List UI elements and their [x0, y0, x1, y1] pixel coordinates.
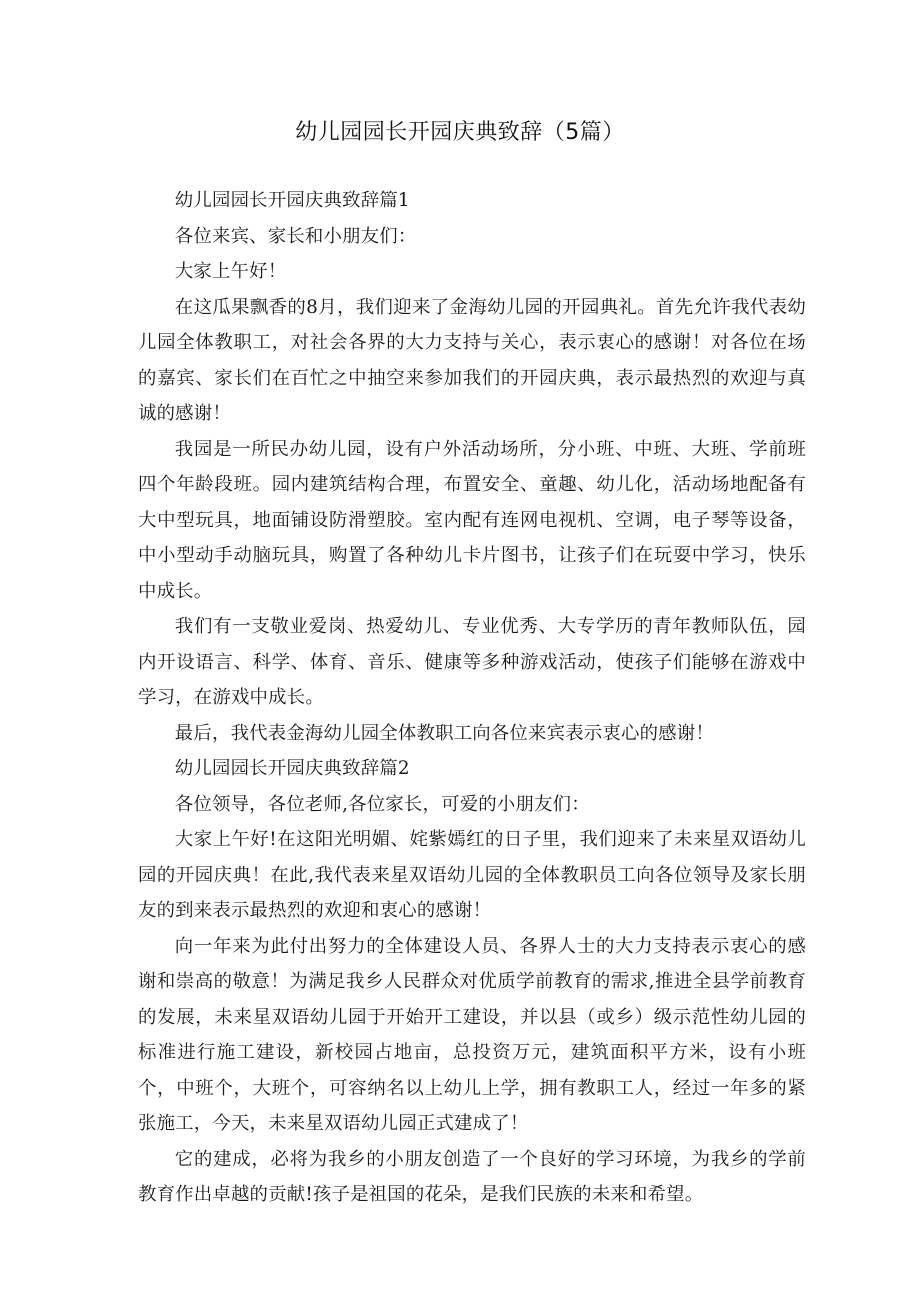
document-body	[138, 183, 806, 1213]
paragraph: 在这瓜果飘香的8月，我们迎来了金海幼儿园的开园典礼。首先允许我代表幼儿园全体教职工，对社会各界的大力支持与关心，表示衷心的感谢！对各位在场的嘉宾、家长们在百忙之中抽空来参加我们的开园庆典，表示最热烈的欢迎与真诚的感谢！	[138, 296, 806, 424]
paragraph: 最后，我代表金海幼儿园全体教职工向各位来宾表示衷心的感谢！	[174, 722, 714, 744]
salutation-1: 各位来宾、家长和小朋友们：	[174, 225, 417, 247]
document-title: 幼儿园园长开园庆典致辞（5篇）	[295, 120, 625, 145]
paragraph: 向一年来为此付出努力的全体建设人员、各界人士的大力支持表示衷心的感谢和崇高的敬意！为满足我乡人民群众对优质学前教育的需求,推进全县学前教育的发展，未来星双语幼儿园于开始开工建设，并以县（或乡）级示范性幼儿园的标准进行施工建设，新校园占地亩，总投资万元，建筑面积平方米，设有小班个，中班个，大班个，可容纳名以上幼儿上学，拥有教职工人，经过一年多的紧张施工，今天，未来星双语幼儿园正式建成了！	[138, 935, 806, 1134]
paragraph: 大家上午好!在这阳光明媚、姹紫嫣红的日子里，我们迎来了未来星双语幼儿园的开园庆典！在此,我代表来星双语幼儿园的全体教职员工向各位领导及家长朋友的到来表示最热烈的欢迎和衷心的感谢！	[138, 829, 806, 921]
greeting-1: 大家上午好！	[174, 261, 287, 282]
paragraph: 我们有一支敬业爱岗、热爱幼儿、专业优秀、大专学历的青年教师队伍，园内开设语言、科学、体育、音乐、健康等多种游戏活动，使孩子们能够在游戏中学习，在游戏中成长。	[138, 616, 806, 708]
section-heading-1: 幼儿园园长开园庆典致辞篇1	[174, 190, 410, 211]
paragraph: 我园是一所民办幼儿园，设有户外活动场所，分小班、中班、大班、学前班四个年龄段班。园内建筑结构合理，布置安全、童趣、幼儿化，活动场地配备有大中型玩具，地面铺设防滑塑胶。室内配有连网电视机、空调，电子琴等设备，中小型动手动脑玩具，购置了各种幼儿卡片图书，让孩子们在玩耍中学习，快乐中成长。	[138, 438, 806, 602]
paragraph: 它的建成，必将为我乡的小朋友创造了一个良好的学习环境，为我乡的学前教育作出卓越的贡献!孩子是祖国的花朵，是我们民族的未来和希望。	[138, 1148, 806, 1205]
salutation-2: 各位领导，各位老师,各位家长，可爱的小朋友们：	[174, 793, 590, 815]
section-heading-2: 幼儿园园长开园庆典致辞篇2	[174, 758, 410, 779]
